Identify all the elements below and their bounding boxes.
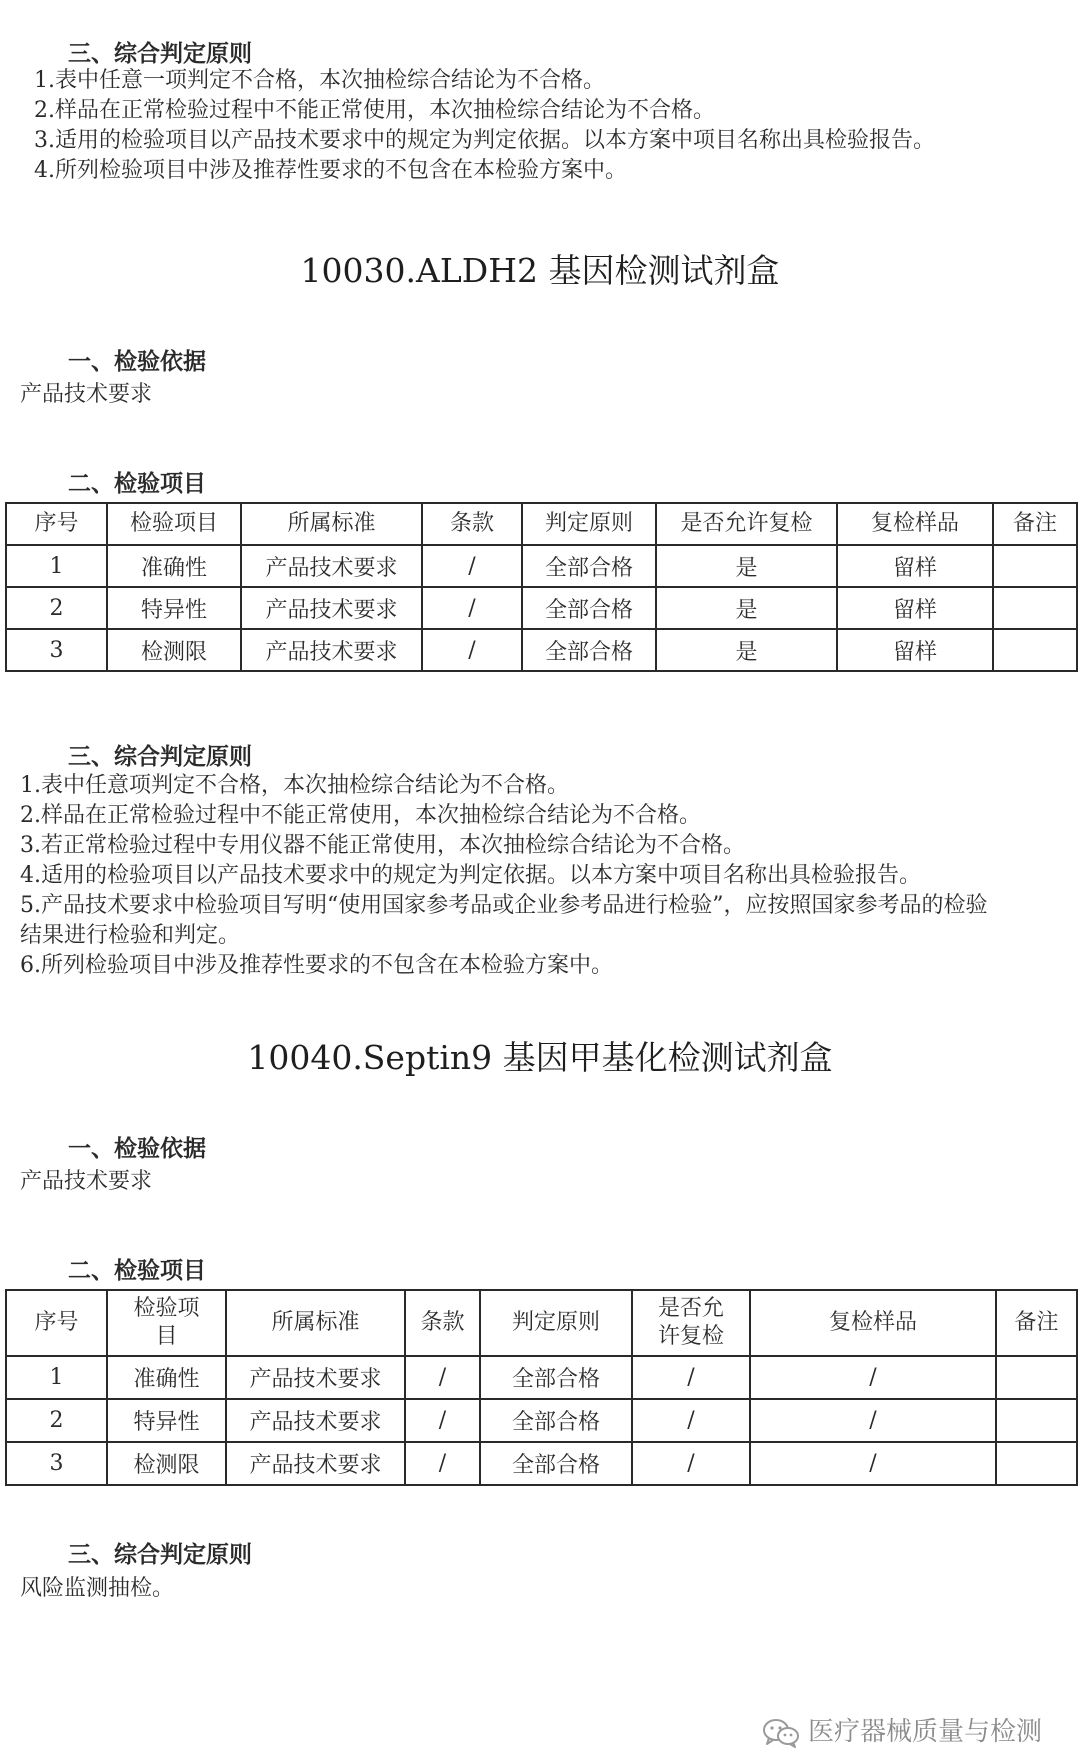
principle-item: 4.适用的检验项目以产品技术要求中的规定为判定依据。以本方案中项目名称出具检验报告。 <box>20 863 921 888</box>
table-cell: 产品技术要求 <box>241 629 422 671</box>
table-cell <box>996 1399 1077 1442</box>
principle-item: 4.所列检验项目中涉及推荐性要求的不包含在本检验方案中。 <box>34 158 627 183</box>
basis-heading: 一、检验依据 <box>68 349 206 375</box>
table-cell: 全部合格 <box>522 629 656 671</box>
section-title: 10030.ALDH2 基因检测试剂盒 <box>300 251 780 290</box>
table-cell: 检测限 <box>107 1442 226 1485</box>
basis-heading: 一、检验依据 <box>68 1136 206 1162</box>
table-cell: 全部合格 <box>522 587 656 629</box>
table-cell: 全部合格 <box>522 545 656 587</box>
principles-heading: 三、综合判定原则 <box>68 744 252 770</box>
header-cell: 是否允许复检 <box>656 503 837 545</box>
watermark <box>762 1711 1042 1748</box>
table-cell: / <box>422 587 522 629</box>
table-cell: 产品技术要求 <box>241 587 422 629</box>
header-cell: 检验项目 <box>107 503 241 545</box>
header-cell: 复检样品 <box>837 503 993 545</box>
inspection-table <box>5 1289 1078 1486</box>
header-cell: 判定原则 <box>522 503 656 545</box>
header-cell: 判定原则 <box>480 1290 632 1356</box>
wechat-icon <box>762 1718 800 1748</box>
table-cell <box>996 1356 1077 1399</box>
principle-text: 风险监测抽检。 <box>20 1576 175 1601</box>
table-cell: 检测限 <box>107 629 241 671</box>
basis-text: 产品技术要求 <box>20 382 153 407</box>
table-cell: 是 <box>656 545 837 587</box>
principle-item: 1.表中任意项判定不合格，本次抽检综合结论为不合格。 <box>20 773 569 798</box>
table-cell: 产品技术要求 <box>226 1399 405 1442</box>
table-cell: 全部合格 <box>480 1442 632 1485</box>
header-cell: 条款 <box>422 503 522 545</box>
header-cell: 备注 <box>996 1290 1077 1356</box>
table-cell: 1 <box>6 1356 107 1399</box>
section-title: 10040.Septin9 基因甲基化检测试剂盒 <box>247 1038 833 1077</box>
table-cell: 3 <box>6 629 107 671</box>
table-cell: 是 <box>656 629 837 671</box>
table-cell: / <box>632 1442 750 1485</box>
header-cell: 所属标准 <box>226 1290 405 1356</box>
inspection-table <box>5 502 1078 672</box>
table-row <box>6 1442 1077 1485</box>
table-row <box>6 1399 1077 1442</box>
principles-list <box>20 771 988 981</box>
table-cell: 留样 <box>837 545 993 587</box>
table-cell: / <box>632 1399 750 1442</box>
table-header-row <box>6 1290 1077 1356</box>
principle-item: 5.产品技术要求中检验项目写明“使用国家参考品或企业参考品进行检验”，应按照国家参考品的检验 <box>20 893 988 918</box>
table-cell <box>993 587 1077 629</box>
table-cell: 产品技术要求 <box>241 545 422 587</box>
principle-item: 2.样品在正常检验过程中不能正常使用，本次抽检综合结论为不合格。 <box>20 803 701 828</box>
table-cell: 是 <box>656 587 837 629</box>
table-cell: 2 <box>6 1399 107 1442</box>
table-header-row <box>6 503 1077 545</box>
table-cell: / <box>422 545 522 587</box>
table-cell: 3 <box>6 1442 107 1485</box>
table-cell: 特异性 <box>107 587 241 629</box>
table-cell: / <box>405 1399 480 1442</box>
principle-item: 结果进行检验和判定。 <box>20 923 241 948</box>
table-cell: 产品技术要求 <box>226 1356 405 1399</box>
header-cell: 序号 <box>6 503 107 545</box>
table-cell: 2 <box>6 587 107 629</box>
header-cell: 是否允 许复检 <box>632 1290 750 1356</box>
table-row <box>6 587 1077 629</box>
header-cell: 条款 <box>405 1290 480 1356</box>
table-cell: / <box>750 1356 996 1399</box>
items-heading: 二、检验项目 <box>68 1258 206 1284</box>
principles-heading: 三、综合判定原则 <box>68 1542 252 1568</box>
principle-item: 2.样品在正常检验过程中不能正常使用，本次抽检综合结论为不合格。 <box>34 98 715 123</box>
table-row <box>6 545 1077 587</box>
principle-item: 3.若正常检验过程中专用仪器不能正常使用，本次抽检综合结论为不合格。 <box>20 833 745 858</box>
header-cell: 复检样品 <box>750 1290 996 1356</box>
table-cell: / <box>405 1356 480 1399</box>
principles-list <box>34 66 935 186</box>
table-cell: 1 <box>6 545 107 587</box>
table-cell: / <box>405 1442 480 1485</box>
principle-item: 6.所列检验项目中涉及推荐性要求的不包含在本检验方案中。 <box>20 953 613 978</box>
table-cell <box>993 629 1077 671</box>
table-cell: / <box>422 629 522 671</box>
table-cell: 留样 <box>837 587 993 629</box>
table-cell: / <box>750 1442 996 1485</box>
table-cell: 产品技术要求 <box>226 1442 405 1485</box>
table-row <box>6 629 1077 671</box>
table-cell: 留样 <box>837 629 993 671</box>
table-cell <box>993 545 1077 587</box>
table-cell: 全部合格 <box>480 1356 632 1399</box>
table-cell: 准确性 <box>107 545 241 587</box>
table-cell: 全部合格 <box>480 1399 632 1442</box>
basis-text: 产品技术要求 <box>20 1169 153 1194</box>
watermark-text: 医疗器械质量与检测 <box>808 1717 1043 1747</box>
table-row <box>6 1356 1077 1399</box>
table-cell: / <box>632 1356 750 1399</box>
table-cell: 特异性 <box>107 1399 226 1442</box>
table-cell <box>996 1442 1077 1485</box>
principle-item: 1.表中任意一项判定不合格，本次抽检综合结论为不合格。 <box>34 68 605 93</box>
table-cell: / <box>750 1399 996 1442</box>
header-cell: 备注 <box>993 503 1077 545</box>
header-cell: 所属标准 <box>241 503 422 545</box>
header-cell: 序号 <box>6 1290 107 1356</box>
items-heading: 二、检验项目 <box>68 471 206 497</box>
principle-item: 3.适用的检验项目以产品技术要求中的规定为判定依据。以本方案中项目名称出具检验报告。 <box>34 128 935 153</box>
header-cell: 检验项 目 <box>107 1290 226 1356</box>
table-cell: 准确性 <box>107 1356 226 1399</box>
principles-heading: 三、综合判定原则 <box>68 41 252 67</box>
